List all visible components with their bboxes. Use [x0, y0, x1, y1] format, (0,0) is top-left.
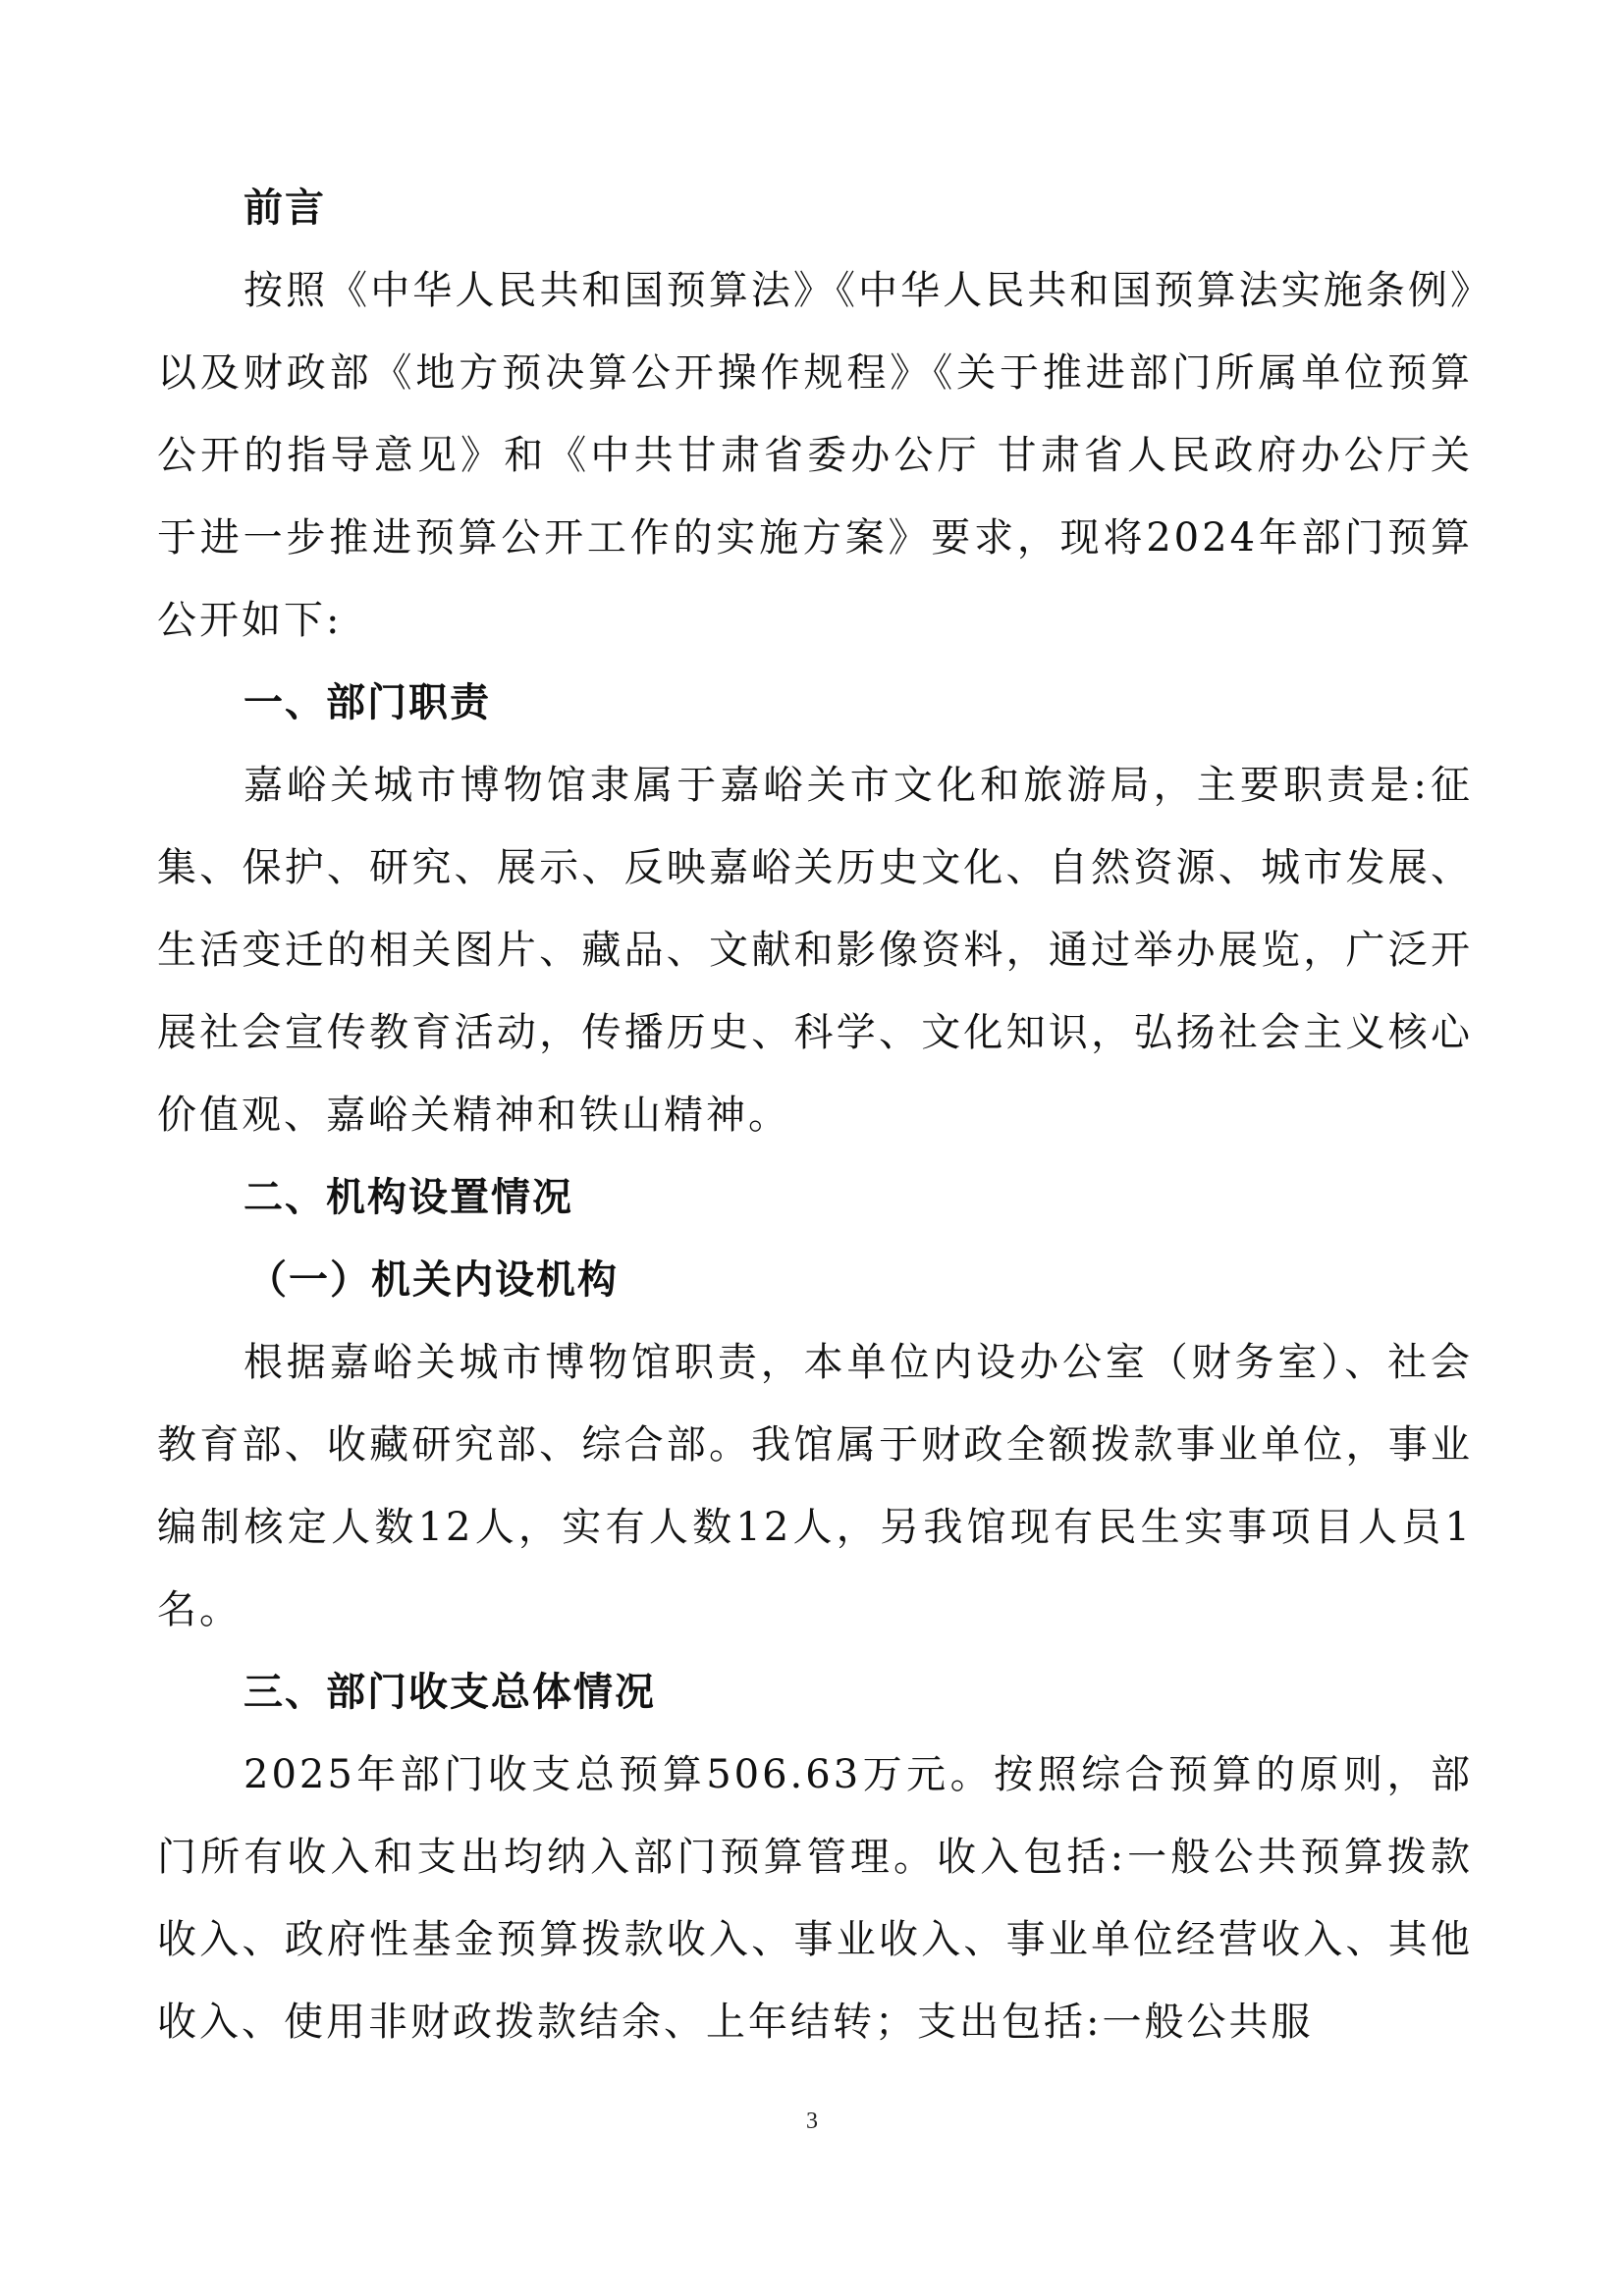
foreword-heading: 前言 — [244, 186, 326, 231]
duties-paragraph: 嘉峪关城市博物馆隶属于嘉峪关市文化和旅游局，主要职责是:征集、保护、研究、展示、反映嘉峪关历史文化、自然资源、城市发展、生活变迁的相关图片、藏品、文献和影像资料，通过举办展览，广泛开展社会宣传教育活动，传播历史、科学、文化知识，弘扬社会主义核心价值观、嘉峪关精神和铁山精神。 — [157, 763, 1473, 1138]
internal-units-paragraph: 根据嘉峪关城市博物馆职责，本单位内设办公室（财务室）、社会教育部、收藏研究部、综合部。我馆属于财政全额拨款事业单位，事业编制核定人数12人，实有人数12人，另我馆现有民生实事项目人员1名。 — [157, 1340, 1473, 1632]
page-number: 3 — [806, 2109, 818, 2134]
section-heading-duties: 一、部门职责 — [244, 680, 491, 725]
section-heading-organization: 二、机构设置情况 — [244, 1175, 573, 1220]
document-body — [157, 167, 1473, 2063]
subsection-heading-internal-units: （一）机关内设机构 — [247, 1257, 619, 1303]
budget-overview-paragraph: 2025年部门收支总预算506.63万元。按照综合预算的原则，部门所有收入和支出均纳入部门预算管理。收入包括:一般公共预算拨款收入、政府性基金预算拨款收入、事业收入、事业单位经营收入、其他收入、使用非财政拨款结余、上年结转；支出包括:一般公共服 — [157, 1752, 1473, 2045]
foreword-paragraph: 按照《中华人民共和国预算法》《中华人民共和国预算法实施条例》以及财政部《地方预决算公开操作规程》《关于推进部门所属单位预算公开的指导意见》和《中共甘肃省委办公厅 甘肃省人民政府办公厅关于进一步推进预算公开工作的实施方案》要求，现将2024年部门预算公开如下: — [157, 268, 1473, 643]
section-heading-budget-overview: 三、部门收支总体情况 — [244, 1670, 656, 1715]
